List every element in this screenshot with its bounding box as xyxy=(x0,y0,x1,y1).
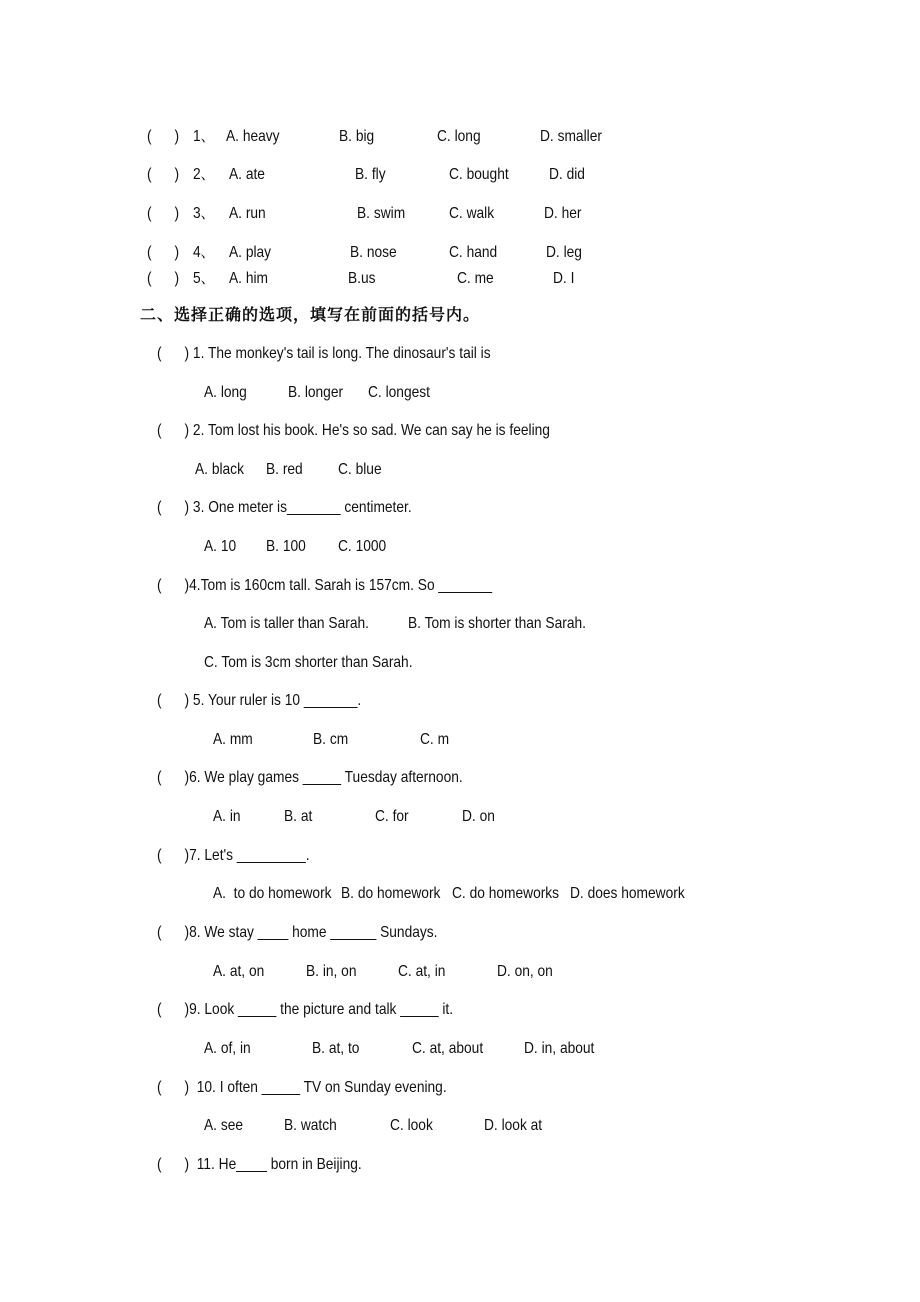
option-d: D. her xyxy=(544,205,582,222)
option-b: B. fly xyxy=(355,166,386,183)
option-a: A. at, on xyxy=(213,963,265,980)
option-b: B. Tom is shorter than Sarah. xyxy=(408,615,586,632)
section-heading: 二、选择正确的选项，填写在前面的括号内。 xyxy=(140,305,481,324)
option-d: D. does homework xyxy=(570,885,685,902)
question-stem: ( ) 5. Your ruler is 10 _______. xyxy=(157,692,362,709)
option-a: A. mm xyxy=(213,731,253,748)
option-c: C. do homeworks xyxy=(452,885,560,902)
option-d: D. smaller xyxy=(540,128,602,145)
option-d: D. leg xyxy=(546,244,582,261)
option-a: A. to do homework xyxy=(213,885,332,902)
option-b: B. at, to xyxy=(312,1040,360,1057)
option-c: C. me xyxy=(457,270,494,287)
option-b: B. swim xyxy=(357,205,406,222)
option-b: B. big xyxy=(339,128,375,145)
question-stem: ( )8. We stay ____ home ______ Sundays. xyxy=(157,924,438,941)
option-a: A. in xyxy=(213,808,241,825)
question-number: 5、 xyxy=(193,270,215,287)
option-c: C. walk xyxy=(449,205,495,222)
question-stem: ( )6. We play games _____ Tuesday afternoon. xyxy=(157,769,463,786)
option-a: A. play xyxy=(229,244,272,261)
option-a: A. black xyxy=(195,461,244,478)
answer-paren: ( ) xyxy=(147,244,180,261)
option-c: C. look xyxy=(390,1117,433,1134)
option-b: B. 100 xyxy=(266,538,306,555)
option-a: A. 10 xyxy=(204,538,237,555)
option-a: A. heavy xyxy=(226,128,280,145)
option-a: A. run xyxy=(229,205,266,222)
question-stem: ( )7. Let's _________. xyxy=(157,847,310,864)
option-b: B. cm xyxy=(313,731,349,748)
question-number: 4、 xyxy=(193,244,215,261)
option-b: B. in, on xyxy=(306,963,357,980)
option-a: A. see xyxy=(204,1117,244,1134)
option-b: B. watch xyxy=(284,1117,337,1134)
option-a: A. of, in xyxy=(204,1040,251,1057)
option-a: A. Tom is taller than Sarah. xyxy=(204,615,369,632)
option-b: B. at xyxy=(284,808,313,825)
option-c: C. at, in xyxy=(398,963,446,980)
option-b: B. red xyxy=(266,461,303,478)
option-a: A. him xyxy=(229,270,268,287)
option-c: C. long xyxy=(437,128,481,145)
option-c: C. 1000 xyxy=(338,538,387,555)
option-d: D. on xyxy=(462,808,495,825)
option-d: D. on, on xyxy=(497,963,553,980)
question-stem: ( ) 3. One meter is_______ centimeter. xyxy=(157,499,412,516)
option-a: A. long xyxy=(204,384,247,401)
option-b: B. do homework xyxy=(341,885,441,902)
question-number: 1、 xyxy=(193,128,215,145)
option-c: C. Tom is 3cm shorter than Sarah. xyxy=(204,654,413,671)
option-d: D. in, about xyxy=(524,1040,595,1057)
option-a: A. ate xyxy=(229,166,265,183)
option-c: C. for xyxy=(375,808,409,825)
option-c: C. m xyxy=(420,731,450,748)
question-number: 3、 xyxy=(193,205,215,222)
answer-paren: ( ) xyxy=(147,166,180,183)
option-c: C. bought xyxy=(449,166,509,183)
option-b: B. longer xyxy=(288,384,344,401)
option-b: B.us xyxy=(348,270,376,287)
question-stem: ( ) 10. I often _____ TV on Sunday evening. xyxy=(157,1079,447,1096)
question-stem: ( ) 2. Tom lost his book. He's so sad. We can say he is feeling xyxy=(157,422,550,439)
option-d: D. I xyxy=(553,270,575,287)
option-c: C. hand xyxy=(449,244,498,261)
answer-paren: ( ) xyxy=(147,128,180,145)
question-stem: ( )9. Look _____ the picture and talk _____ it. xyxy=(157,1001,454,1018)
option-d: D. did xyxy=(549,166,585,183)
answer-paren: ( ) xyxy=(147,205,180,222)
question-stem: ( ) 11. He____ born in Beijing. xyxy=(157,1156,362,1173)
option-c: C. longest xyxy=(368,384,430,401)
option-d: D. look at xyxy=(484,1117,543,1134)
option-b: B. nose xyxy=(350,244,397,261)
question-stem: ( ) 1. The monkey's tail is long. The dinosaur's tail is xyxy=(157,345,491,362)
answer-paren: ( ) xyxy=(147,270,180,287)
option-c: C. blue xyxy=(338,461,382,478)
question-stem: ( )4.Tom is 160cm tall. Sarah is 157cm. So _______ xyxy=(157,577,492,594)
option-c: C. at, about xyxy=(412,1040,484,1057)
question-number: 2、 xyxy=(193,166,215,183)
